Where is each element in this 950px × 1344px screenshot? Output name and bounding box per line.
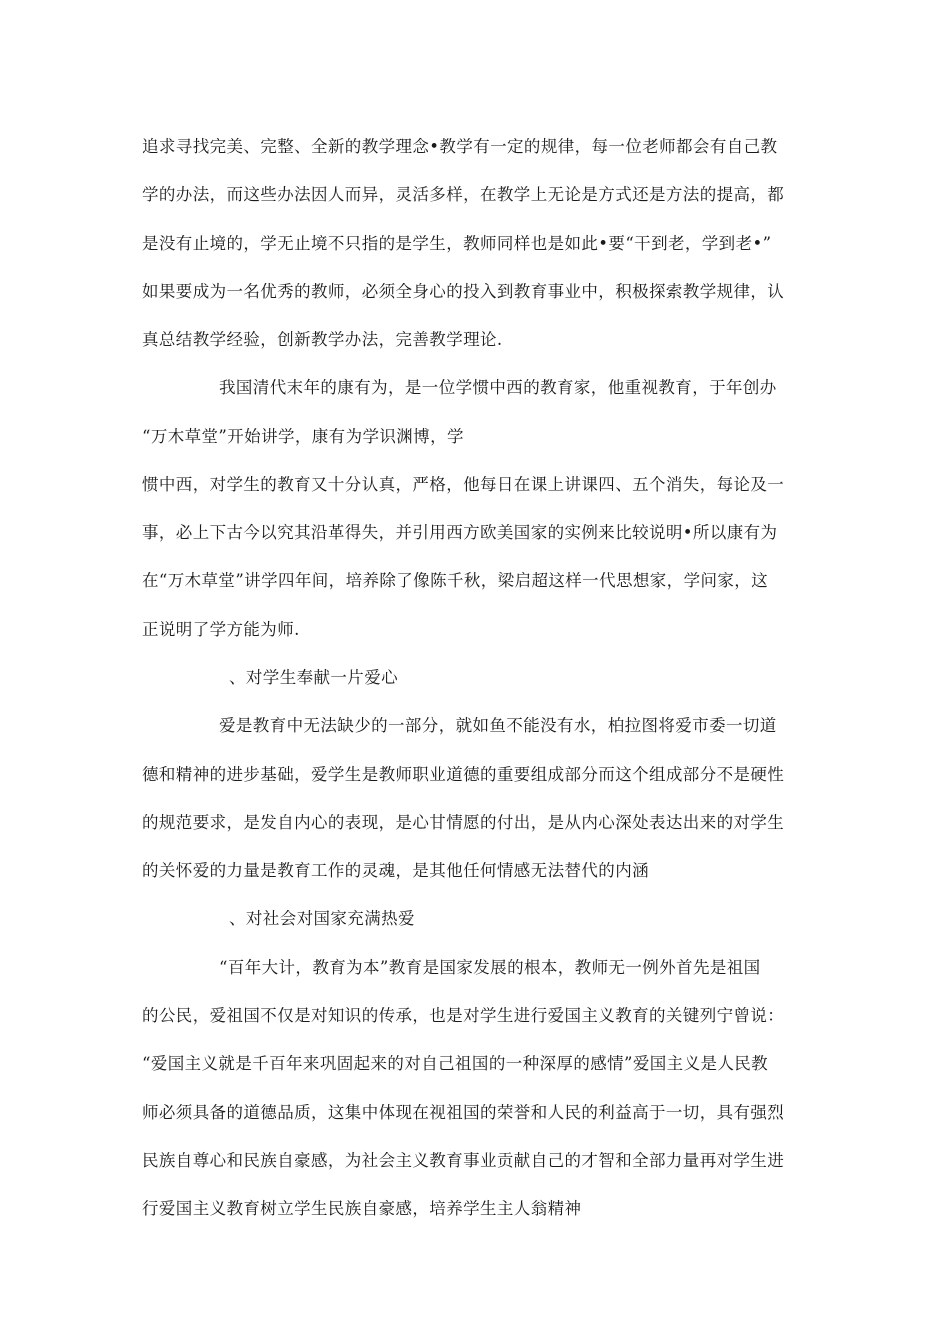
body-text-line: 的规范要求，是发自内心的表现，是心甘情愿的付出，是从内心深处表达出来的对学生: [142, 813, 785, 832]
body-text-line: 在“万木草堂”讲学四年间，培养除了像陈千秋，梁启超这样一代思想家，学问家，这: [142, 571, 769, 590]
body-text-line: 追求寻找完美、完整、全新的教学理念•教学有一定的规律，每一位老师都会有自己教: [142, 137, 778, 156]
body-text-line: 正说明了学方能为师.: [142, 620, 300, 639]
body-text-line: “爱国主义就是千百年来巩固起来的对自己祖国的一种深厚的感情”爱国主义是人民教: [142, 1054, 769, 1073]
section-heading: 、对学生奉献一片爱心: [229, 668, 398, 687]
body-text-line: 学的办法，而这些办法因人而异，灵活多样，在教学上无论是方式还是方法的提高，都: [142, 185, 785, 204]
section-heading: 、对社会对国家充满热爱: [229, 909, 415, 928]
body-text-line: 行爱国主义教育树立学生民族自豪感，培养学生主人翁精神: [142, 1199, 582, 1218]
body-text-line: 事，必上下古今以究其沿革得失，并引用西方欧美国家的实例来比较说明•所以康有为: [142, 523, 778, 542]
body-text-line: 如果要成为一名优秀的教师，必须全身心的投入到教育事业中，积极探索教学规律，认: [142, 282, 785, 301]
paragraph-first-line: 我国清代末年的康有为，是一位学惯中西的教育家，他重视教育，于年创办: [219, 378, 777, 397]
body-text-line: 民族自尊心和民族自豪感，为社会主义教育事业贡献自己的才智和全部力量再对学生进: [142, 1151, 785, 1170]
body-text-line: 的关怀爱的力量是教育工作的灵魂，是其他任何情感无法替代的内涵: [142, 861, 649, 880]
body-text-line: 真总结教学经验，创新教学办法，完善教学理论.: [142, 330, 503, 349]
paragraph-first-line: 爱是教育中无法缺少的一部分，就如鱼不能没有水，柏拉图将爱市委一切道: [219, 716, 777, 735]
paragraph-first-line: “百年大计，教育为本”教育是国家发展的根本，教师无一例外首先是祖国: [219, 958, 761, 977]
body-text-line: 是没有止境的，学无止境不只指的是学生，教师同样也是如此•要“干到老，学到老•”: [142, 234, 772, 253]
body-text-line: 的公民，爱祖国不仅是对知识的传承，也是对学生进行爱国主义教育的关键列宁曾说：: [142, 1006, 785, 1025]
body-text-line: 师必须具备的道德品质，这集中体现在视祖国的荣誉和人民的利益高于一切，具有强烈: [142, 1103, 785, 1122]
body-text-line: 惯中西，对学生的教育又十分认真，严格，他每日在课上讲课四、五个消失，每论及一: [142, 475, 785, 494]
body-text-line: 德和精神的进步基础，爱学生是教师职业道德的重要组成部分而这个组成部分不是硬性: [142, 765, 785, 784]
body-text-line: “万木草堂”开始讲学，康有为学识渊博，学: [142, 427, 464, 446]
